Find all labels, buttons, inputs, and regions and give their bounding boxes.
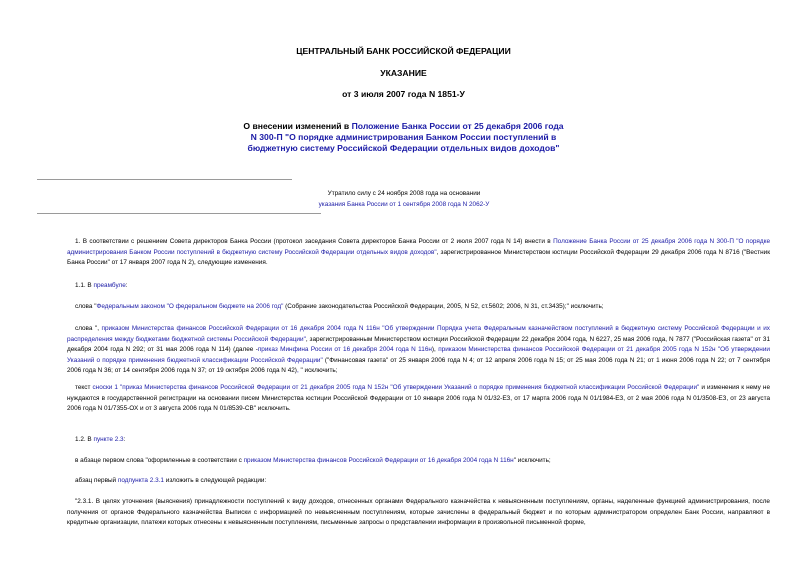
text: " исключить; xyxy=(513,457,551,464)
text: ), xyxy=(431,346,439,354)
text: 1.2. В xyxy=(75,436,94,443)
text: , зарегистрированным Министерством юстиции Российской Федерации 22 декабря 2004 года, N 6227, 25 мая 2006 года, N 7877 ("Российская газета" от 31 декабря 2004 года N 292; от 31 мая 2006 года N 114) (далее - xyxy=(67,335,771,354)
paragraph-law xyxy=(67,302,770,313)
paragraph-1-1 xyxy=(75,281,778,292)
paragraph-2-3-1: "2.3.1. В целях уточнения (выяснения) принадлежности поступлений к виду доходов, отнесенных органами Федерального казначейства к невыясненным поступлениям, органы, наделенные функцией администрирования, после получения от органов Федерального казначейства Выписки с информацией по невыясненным поступлениям, которые зачислены в федеральный бюджет и по которым администратором определен Банк России, направляют в кредитные организации, платежи которых отнесены к невыясненным поступлениям, письменные запросы о представлении информации в произвольной письменной форме, xyxy=(67,498,770,527)
paragraph-1-2 xyxy=(75,435,778,446)
regulation-link[interactable]: Положение Банка России от 25 декабря 2006 года N 300-П "О порядке администрирования Банком России поступлений в бюджетную систему Российской Федерации отдельных видов доходов" xyxy=(67,238,770,256)
text: ("Финансовая газета" от 25 января 2006 года N 4; от 12 апреля 2006 года N 15; от 25 мая 2006 года N 21; от 1 июня 2006 года N 22; от 7 сентября 2006 года N 36; от 14 сентября 2006 года N 37; от 19 октября 2006 года N 42) xyxy=(67,356,771,375)
text: в абзаце первом слова "оформленные в соответствии с xyxy=(75,457,244,464)
minfin-order-link[interactable]: приказ Минфина России от 16 декабря 2004 года N 116н xyxy=(257,346,432,354)
order-152n-link[interactable]: приказом Министерства финансов Российской Федерации от 21 декабря 2005 года N 152н "Об утверждении Указаний о порядке применения бюджетной классификации Российской Федерации" xyxy=(67,346,770,364)
text: слова ", xyxy=(75,325,102,332)
text: : xyxy=(125,282,128,289)
status-line: Утратило силу с 24 ноября 2008 года на основании xyxy=(327,190,481,197)
text: слова " xyxy=(75,303,97,310)
document-type: УКАЗАНИЕ xyxy=(380,68,427,78)
text: и изменения к нему не нуждаются в государственной регистрации на основании писем Министерства юстиции Российской Федерации от 10 января 2006 года N 01/32-ЕЗ, от 17 марта 2006 года N 01/1984-ЕЗ, от 2 мая 2006 года N 01/3508-ЕЗ, от 23 августа 2006 года N 01/7355-ОХ и от 3 августа 2006 года N 01/8539-СВ" исключить. xyxy=(67,384,770,413)
preamble-link[interactable]: преамбуле xyxy=(93,282,126,289)
text: изложить в следующей редакции: xyxy=(163,477,267,484)
text: абзац первый xyxy=(75,477,118,484)
status-link[interactable]: указания Банка России от 1 сентября 2008 года N 2062-У xyxy=(318,201,490,208)
paragraph-1 xyxy=(67,237,770,269)
paragraph-first xyxy=(67,456,770,467)
paragraph-words xyxy=(67,324,770,377)
text: "Об утверждении Порядка учета Федеральным казначейством поступлений в бюджетную систему Российской Федерации и их распределения между бюджетами бюджетной системы Российской Федерации" xyxy=(67,325,770,343)
text: , зарегистрированное Министерством юстиции Российской Федерации 29 декабря 2006 года N 8716 ("Вестник Банка России" от 17 января 2007 года N 2), следующие изменения. xyxy=(67,248,770,267)
order-116n-link-2[interactable]: приказом Министерства финансов Российской Федерации от 16 декабря 2004 года N 116н xyxy=(243,457,514,464)
divider-bottom xyxy=(37,213,321,214)
bank-name: ЦЕНТРАЛЬНЫЙ БАНК РОССИЙСКОЙ ФЕДЕРАЦИИ xyxy=(296,46,511,56)
footnote-link[interactable]: сноски 1 "приказ Министерства финансов Российской Федерации от 21 декабря 2005 года N 152н "Об утверждении Указаний о порядке применения бюджетной классификации Российской Федерации" xyxy=(92,384,700,391)
clause-2-3-link[interactable]: пункте 2.3 xyxy=(93,436,124,443)
title-link[interactable]: Положение Банка России от 25 декабря 2006 года N 300-П "О порядке администрирования Банком России поступлений в бюджетную систему Российской Федерации отдельных видов доходов" xyxy=(247,121,564,153)
order-116n-link[interactable]: приказом Министерства финансов Российской Федерации от 16 декабря 2004 года N 116н xyxy=(101,325,380,332)
divider-top xyxy=(37,179,292,180)
status-note xyxy=(200,188,608,210)
text: (Собрание законодательства Российской Федерации, 2005, N 52, ст.5602; 2006, N 31, ст.3435);" исключить; xyxy=(283,303,604,310)
paragraph-footnote xyxy=(67,383,770,415)
text: 1.1. В xyxy=(75,282,94,289)
paragraph-subclause xyxy=(67,476,770,487)
subclause-2-3-1-link[interactable]: подпункта 2.3.1 xyxy=(117,477,164,484)
title-prefix: О внесении изменений в xyxy=(243,121,352,131)
document-title xyxy=(0,121,807,154)
text: 1. В соответствии с решением Совета директоров Банка России (протокол заседания Совета директоров Банка России от 2 июля 2007 года N 14) внести в xyxy=(75,238,554,245)
text: , xyxy=(296,367,299,375)
document-date: от 3 июля 2007 года N 1851-У xyxy=(342,89,465,99)
text: текст xyxy=(75,384,93,391)
text: " исключить; xyxy=(298,367,338,375)
federal-law-link[interactable]: Федеральным законом "О федеральном бюджете на 2006 год" xyxy=(96,303,284,310)
text: : xyxy=(123,436,126,443)
